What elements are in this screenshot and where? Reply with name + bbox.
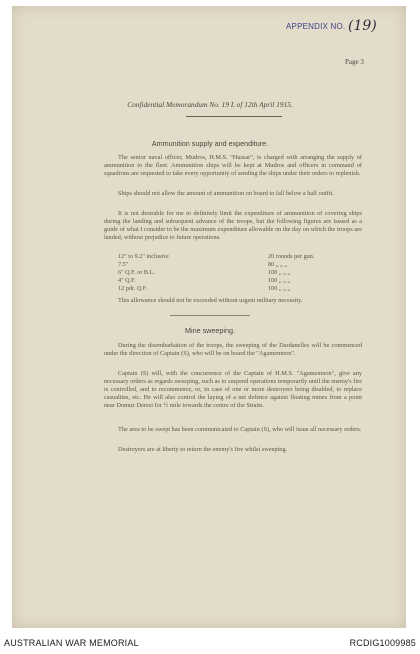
paragraph: The area to be swept has been communicated to Captain (S), who will issue all necessary orders. <box>118 426 362 433</box>
paragraph: During the disembarkation of the troops, the sweeping of the Dardanelles will be commenced under the direction of Captain (S), who will be on board the "Agamemnon". <box>104 342 362 358</box>
section-heading-mine-sweeping: Mine sweeping. <box>185 326 235 335</box>
gun-type: 4" Q.F. <box>118 277 136 285</box>
round-allowance: 20 rounds per gun. <box>268 253 315 260</box>
page-number: Page 3 <box>345 58 364 66</box>
gun-type: 12" to 9.2" inclusive <box>118 253 169 260</box>
handwritten-appendix-number: (19) <box>348 18 377 34</box>
section-divider <box>170 315 250 316</box>
title-rule <box>186 116 282 117</box>
gun-type: 12 pdr. Q.F. <box>118 285 148 293</box>
round-allowance: 100 „ „ „ <box>268 277 291 285</box>
section-heading-ammunition: Ammunition supply and expenditure. <box>151 139 269 148</box>
appendix-stamp: APPENDIX NO. <box>286 22 346 31</box>
table-row <box>118 253 358 261</box>
ammunition-table <box>118 253 358 293</box>
footer-record-id: RCDIG1009985 <box>349 638 416 648</box>
memo-title: Confidential Memorandum No. 19 L of 12th April 1915. <box>127 100 293 109</box>
paragraph: The senior naval officer, Mudros, H.M.S. "Hussar", is charged with arranging the supply of ammunition to the fleet. Ammunition ships will be kept at Mudros and officers in command of squadrons are requested to take every opportunity of sending the ships under their orders to replenish. <box>104 154 362 178</box>
round-allowance: 100 „ „ „ <box>268 269 291 277</box>
paragraph: Ships should not allow the amount of ammunition on board to fall below a half outfit. <box>118 190 334 197</box>
footer-institution: AUSTRALIAN WAR MEMORIAL <box>4 638 139 648</box>
round-allowance: 100 „ „ „ <box>268 285 291 293</box>
closing-paragraph: This allowance should not be exceeded without urgent military necessity. <box>118 297 303 304</box>
table-row <box>118 277 358 285</box>
gun-type: 6" Q.F. or B.L. <box>118 269 155 277</box>
table-row <box>118 261 358 269</box>
paragraph: It is not desirable for me to definitely limit the expenditure of ammunition of covering ships during the landing and subsequent advance of the troops, but the following figures are issued as a guide of what I consider to be the maximum expenditure allowable on the day on which the troops are landed, without prejudice to future operations. <box>104 210 362 242</box>
paragraph: Destroyers are at liberty to return the enemy's fire whilst sweeping. <box>118 446 288 453</box>
paragraph: Captain (S) will, with the concurrence of the Captain of H.M.S. "Agamemnon", give any necessary orders as regards sweeping, such as to suspend operations temporarily until the enemy's fire is controlled, and to recommence, or, in case of one or more destroyers being disabled, to replace casualties, etc. He will also control the laying of a net defence against floating mines from a point near Domuz Deresi for ½ mile towards the centre of the Straits. <box>104 370 362 410</box>
table-row <box>118 269 358 277</box>
round-allowance: 80 „ „ „ <box>268 261 288 269</box>
table-row <box>118 285 358 293</box>
gun-type: 7.5" <box>118 261 129 269</box>
